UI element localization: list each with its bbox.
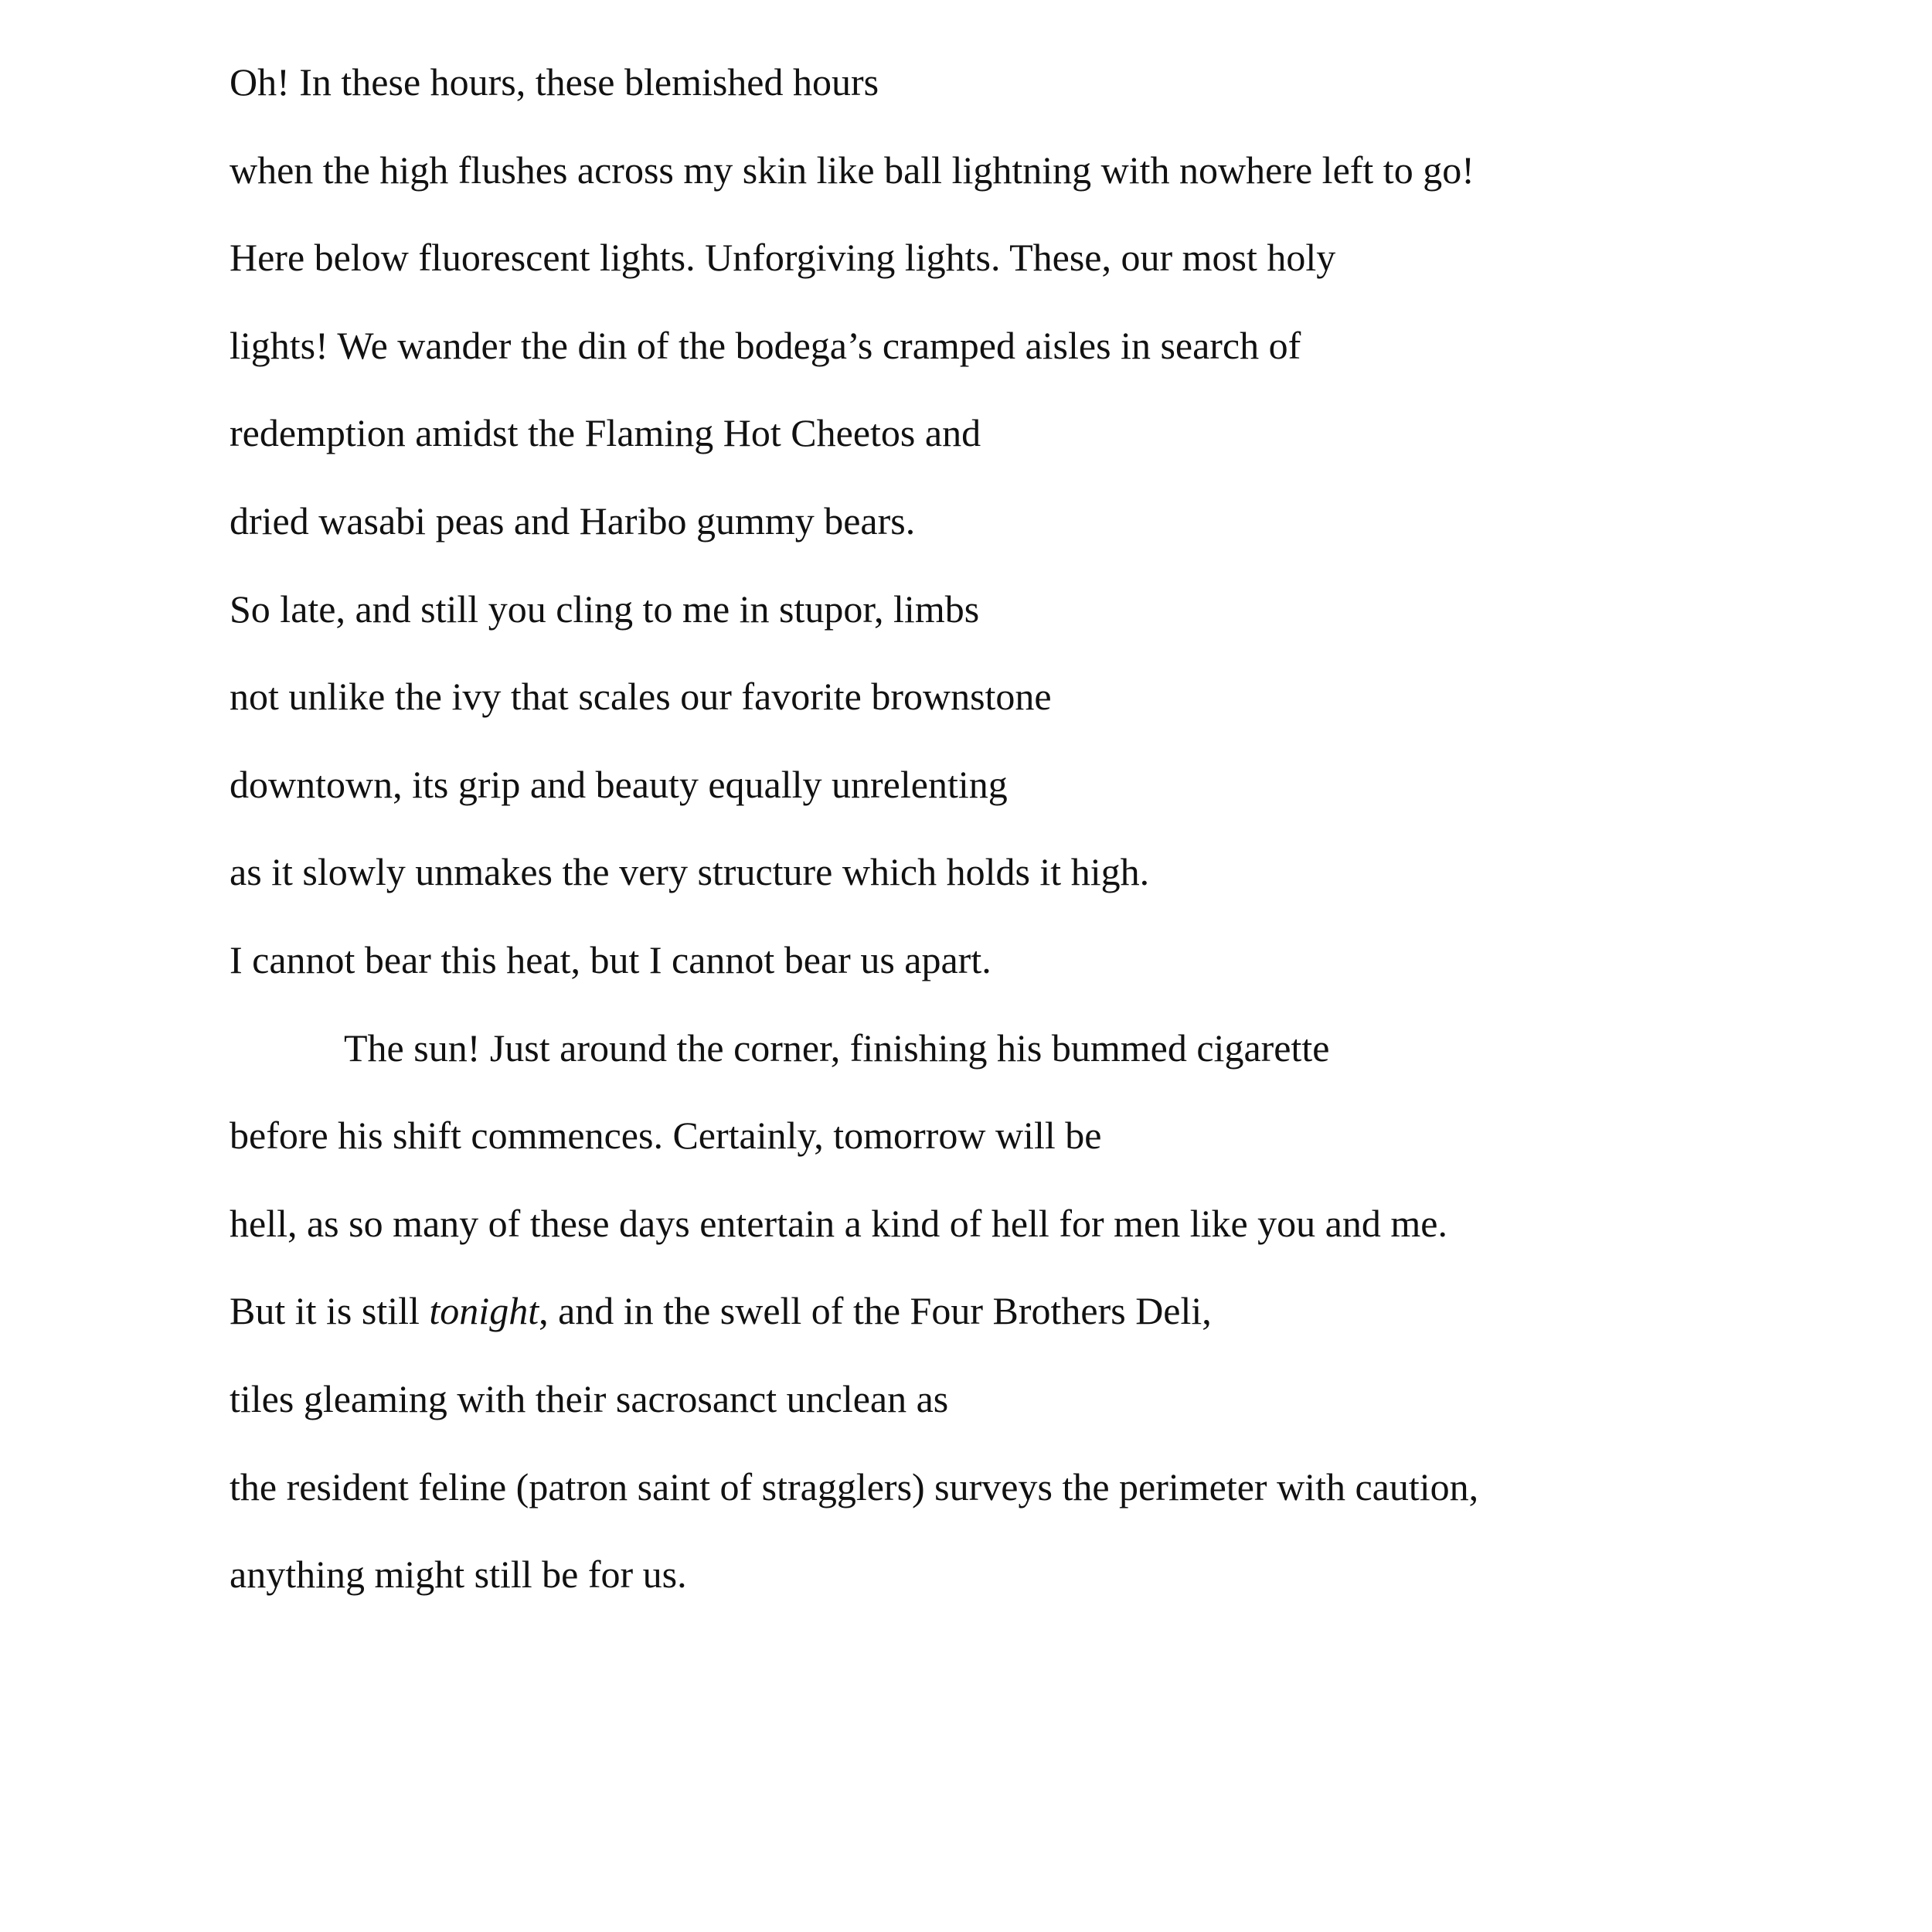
poem-line: Oh! In these hours, these blemished hours bbox=[230, 60, 879, 104]
poem-line bbox=[230, 1284, 1775, 1372]
poem-line: as it slowly unmakes the very structure which holds it high. bbox=[230, 850, 1150, 894]
poem-line: tiles gleaming with their sacrosanct unclean as bbox=[230, 1376, 949, 1420]
poem-line-text: But it is still bbox=[230, 1289, 430, 1333]
poem-line: downtown, its grip and beauty equally unrelenting bbox=[230, 762, 1008, 806]
poem-line: the resident feline (patron saint of stragglers) surveys the perimeter with caution, bbox=[230, 1464, 1479, 1509]
poem-line: before his shift commences. Certainly, tomorrow will be bbox=[230, 1114, 1102, 1158]
poem-line: So late, and still you cling to me in stupor, limbs bbox=[230, 587, 980, 631]
poem-line-text: , and in the swell of the Four Brothers Deli, bbox=[539, 1289, 1212, 1333]
poem-line: not unlike the ivy that scales our favorite brownstone bbox=[230, 675, 1052, 719]
poem-line: anything might still be for us. bbox=[230, 1553, 687, 1597]
emphasized-word: tonight bbox=[429, 1289, 539, 1333]
poem-line: I cannot bear this heat, but I cannot bear us apart. bbox=[230, 937, 992, 981]
poem-line: hell, as so many of these days entertain a kind of hell for men like you and me. bbox=[230, 1201, 1447, 1245]
poem-line: when the high flushes across my skin like ball lightning with nowhere left to go! bbox=[230, 148, 1475, 192]
poem-line: dried wasabi peas and Haribo gummy bears. bbox=[230, 498, 916, 543]
poem-line-indented: The sun! Just around the corner, finishing his bummed cigarette bbox=[344, 1026, 1330, 1070]
poem-line: lights! We wander the din of the bodega’s cramped aisles in search of bbox=[230, 323, 1301, 367]
poem-line: Here below fluorescent lights. Unforgiving lights. These, our most holy bbox=[230, 236, 1336, 280]
poem-line: redemption amidst the Flaming Hot Cheetos and bbox=[230, 411, 981, 455]
poem-text bbox=[230, 56, 1775, 1636]
